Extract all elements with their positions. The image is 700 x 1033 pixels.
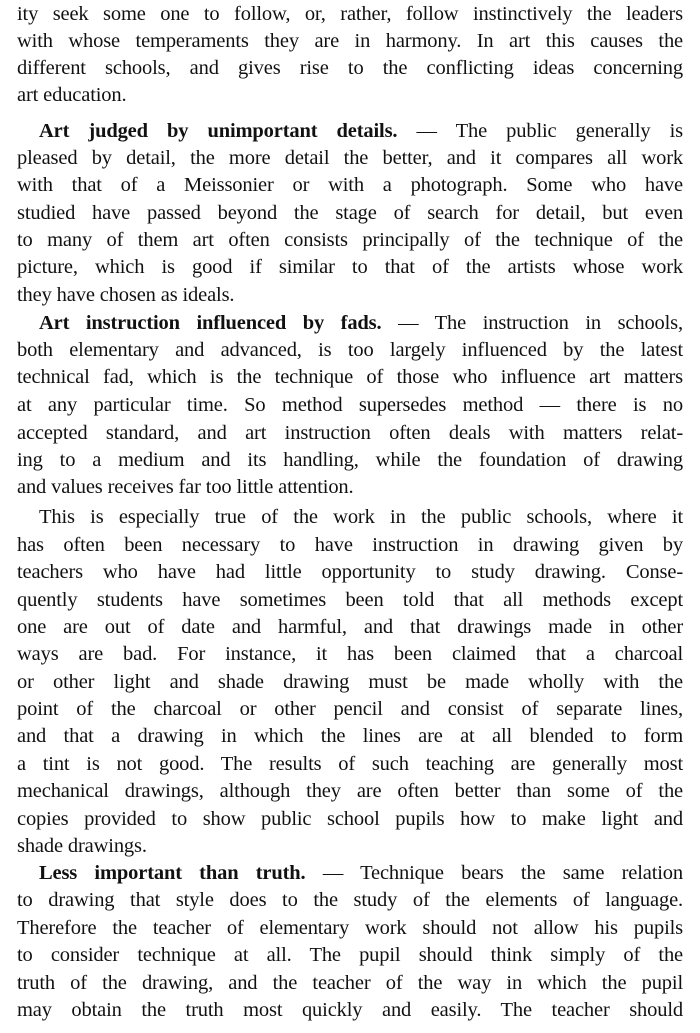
text-line: different schools, and gives rise to the conflicting ideas concerning bbox=[17, 57, 683, 79]
text-line: copies provided to show public school pupils how to make light and bbox=[17, 808, 683, 830]
text-line: with that of a Meissonier or with a photograph. Some who have bbox=[17, 174, 683, 196]
text-line: truth of the drawing, and the teacher of the way in which the pupil bbox=[17, 972, 683, 994]
text-run: — The instruction in schools, bbox=[381, 312, 683, 334]
text-line: pleased by detail, the more detail the better, and it compares all work bbox=[17, 147, 683, 169]
text-line: to drawing that style does to the study of the elements of language. bbox=[17, 889, 683, 911]
paragraph-first-line bbox=[17, 860, 683, 887]
text-line: ways are bad. For instance, it has been claimed that a charcoal bbox=[17, 643, 683, 665]
section-heading-art-judged: Art judged by unimportant details. bbox=[39, 120, 398, 142]
text-run: — The public generally is bbox=[397, 120, 683, 142]
text-line: and that a drawing in which the lines are at all blended to form bbox=[17, 725, 683, 747]
text-line: one are out of date and harmful, and that drawings made in other bbox=[17, 616, 683, 638]
text-line: to consider technique at all. The pupil should think simply of the bbox=[17, 944, 683, 966]
text-line: quently students have sometimes been told that all methods except bbox=[17, 589, 683, 611]
text-line: Therefore the teacher of elementary work should not allow his pupils bbox=[17, 917, 683, 939]
text-line: picture, which is good if similar to that of the artists whose work bbox=[17, 256, 683, 278]
text-line: ity seek some one to follow, or, rather, follow instinctively the leaders bbox=[17, 3, 683, 25]
section-heading-art-instruction: Art instruction influenced by fads. bbox=[39, 312, 382, 334]
section-heading-less-important: Less important than truth. bbox=[39, 862, 306, 884]
text-line: shade drawings. bbox=[17, 835, 147, 857]
paragraph-first-line bbox=[17, 310, 683, 337]
text-line: studied have passed beyond the stage of search for detail, but even bbox=[17, 202, 683, 224]
text-line: has often been necessary to have instruction in drawing given by bbox=[17, 534, 683, 556]
text-line: art education. bbox=[17, 84, 127, 106]
text-line: both elementary and advanced, is too largely influenced by the latest bbox=[17, 339, 683, 361]
text-line: point of the charcoal or other pencil and consist of separate lines, bbox=[17, 698, 683, 720]
text-line: teachers who have had little opportunity to study drawing. Conse- bbox=[17, 561, 683, 583]
text-line: ing to a medium and its handling, while the foundation of drawing bbox=[17, 449, 683, 471]
text-line: to many of them art often consists principally of the technique of the bbox=[17, 229, 683, 251]
text-line: may obtain the truth most quickly and easily. The teacher should bbox=[17, 999, 683, 1021]
text-line: technical fad, which is the technique of those who influence art matters bbox=[17, 366, 683, 388]
paragraph-first-line bbox=[17, 118, 683, 145]
text-line: mechanical drawings, although they are often better than some of the bbox=[17, 780, 683, 802]
text-line: accepted standard, and art instruction often deals with matters relat- bbox=[17, 422, 683, 444]
text-line: and values receives far too little attention. bbox=[17, 476, 354, 498]
text-run: — Technique bears the same relation bbox=[305, 862, 683, 884]
text-line: a tint is not good. The results of such teaching are generally most bbox=[17, 753, 683, 775]
paragraph-first-line: This is especially true of the work in the public schools, where it bbox=[39, 506, 683, 528]
text-line: with whose temperaments they are in harmony. In art this causes the bbox=[17, 30, 683, 52]
text-line: or other light and shade drawing must be made wholly with the bbox=[17, 671, 683, 693]
text-line: at any particular time. So method supersedes method — there is no bbox=[17, 394, 683, 416]
text-line: they have chosen as ideals. bbox=[17, 284, 235, 306]
